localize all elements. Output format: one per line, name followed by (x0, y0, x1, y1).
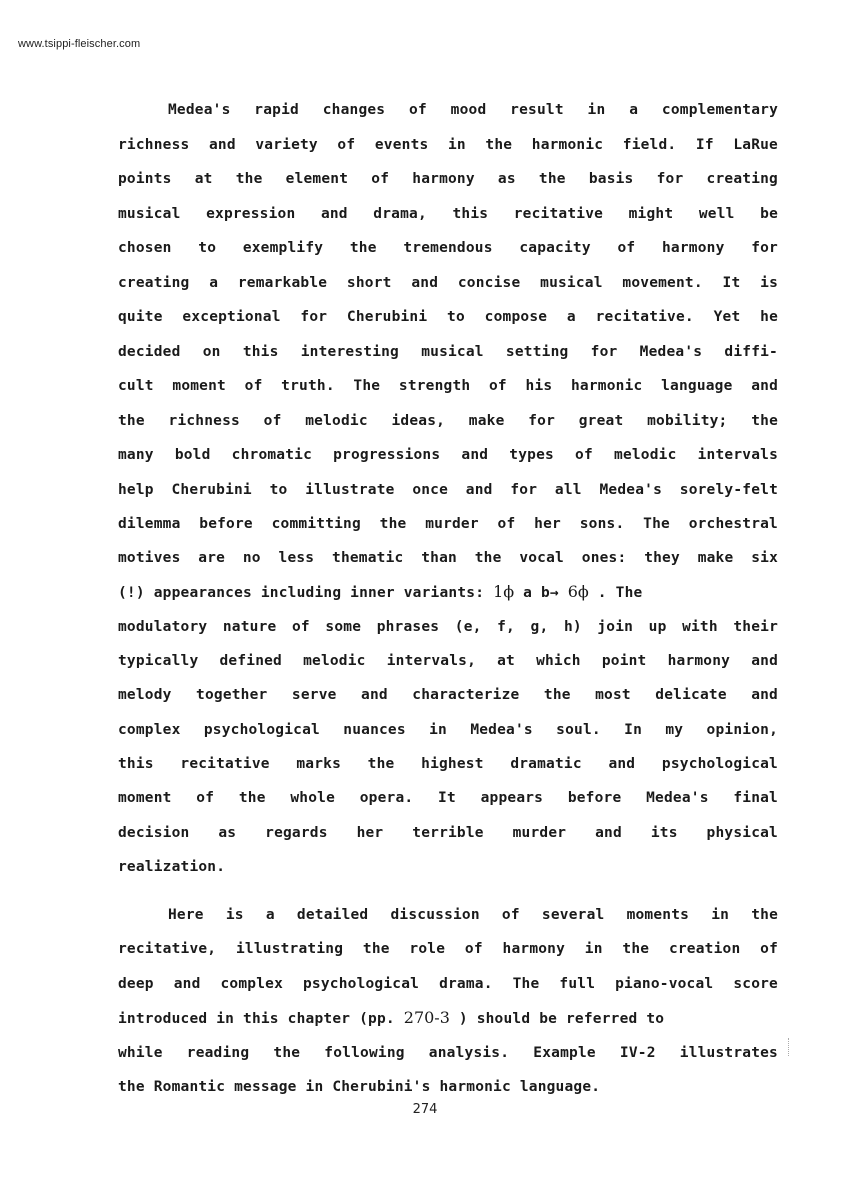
handwritten-motive-symbol-1: 1ϕ (493, 582, 515, 601)
paragraph-1-line: cult moment of truth. The strength of his harmonic language and (118, 378, 778, 394)
paragraph-1-line: richness and variety of events in the harmonic field. If LaRue (118, 137, 778, 153)
line-text-middle: a b→ (523, 585, 568, 601)
paragraph-1-line: melody together serve and characterize the most delicate and (118, 687, 778, 703)
paragraph-1-line: moment of the whole opera. It appears before Medea's final (118, 790, 778, 806)
paragraph-1-line-with-motive-symbols (118, 582, 778, 602)
paragraph-2-line: while reading the following analysis. Example IV-2 illustrates (118, 1045, 778, 1061)
paragraph-2-line: recitative, illustrating the role of harmony in the creation of (118, 941, 778, 957)
paragraph-1-line: musical expression and drama, this recitative might well be (118, 206, 778, 222)
paragraph-1-line: realization. (118, 859, 226, 875)
line-text-after: . The (597, 585, 643, 601)
paragraph-1-line: help Cherubini to illustrate once and for all Medea's sorely-felt (118, 482, 778, 498)
paragraph-1-line: motives are no less thematic than the vocal ones: they make six (118, 550, 778, 566)
paragraph-1-line: points at the element of harmony as the basis for creating (118, 171, 778, 187)
website-url[interactable]: www.tsippi-fleischer.com (18, 38, 141, 50)
paragraph-2-line: Here is a detailed discussion of several moments in the (168, 907, 778, 923)
paragraph-2-line: deep and complex psychological drama. The full piano-vocal score (118, 976, 778, 992)
handwritten-motive-symbol-6: 6ϕ (567, 582, 589, 601)
paragraph-1-line: modulatory nature of some phrases (e, f, g, h) join up with their (118, 619, 778, 635)
paragraph-1-line: decision as regards her terrible murder and its physical (118, 825, 778, 841)
paragraph-1-line: many bold chromatic progressions and types of melodic intervals (118, 447, 778, 463)
line-text-before: introduced in this chapter (pp. (118, 1011, 404, 1027)
handwritten-page-range: 270-3 (403, 1008, 450, 1027)
line-text-before: (!) appearances including inner variants: (118, 585, 494, 601)
paragraph-1-line: quite exceptional for Cherubini to compose a recitative. Yet he (118, 309, 778, 325)
paragraph-2-line: the Romantic message in Cherubini's harmonic language. (118, 1079, 601, 1095)
scan-artifact (788, 1038, 791, 1056)
page-number: 274 (412, 1102, 438, 1117)
paragraph-2-line-with-page-reference (118, 1008, 778, 1028)
paragraph-1-line: Medea's rapid changes of mood result in a complementary (168, 102, 778, 118)
paragraph-1-line: decided on this interesting musical setting for Medea's diffi- (118, 344, 778, 360)
paragraph-1-line: creating a remarkable short and concise musical movement. It is (118, 275, 778, 291)
paragraph-1-line: this recitative marks the highest dramatic and psychological (118, 756, 778, 772)
paragraph-1-line: complex psychological nuances in Medea's soul. In my opinion, (118, 722, 778, 738)
paragraph-1-line: chosen to exemplify the tremendous capacity of harmony for (118, 240, 778, 256)
paragraph-1-line: typically defined melodic intervals, at which point harmony and (118, 653, 778, 669)
line-text-after: ) should be referred to (458, 1011, 665, 1027)
paragraph-1-line: the richness of melodic ideas, make for great mobility; the (118, 413, 778, 429)
paragraph-1-line: dilemma before committing the murder of her sons. The orchestral (118, 516, 778, 532)
